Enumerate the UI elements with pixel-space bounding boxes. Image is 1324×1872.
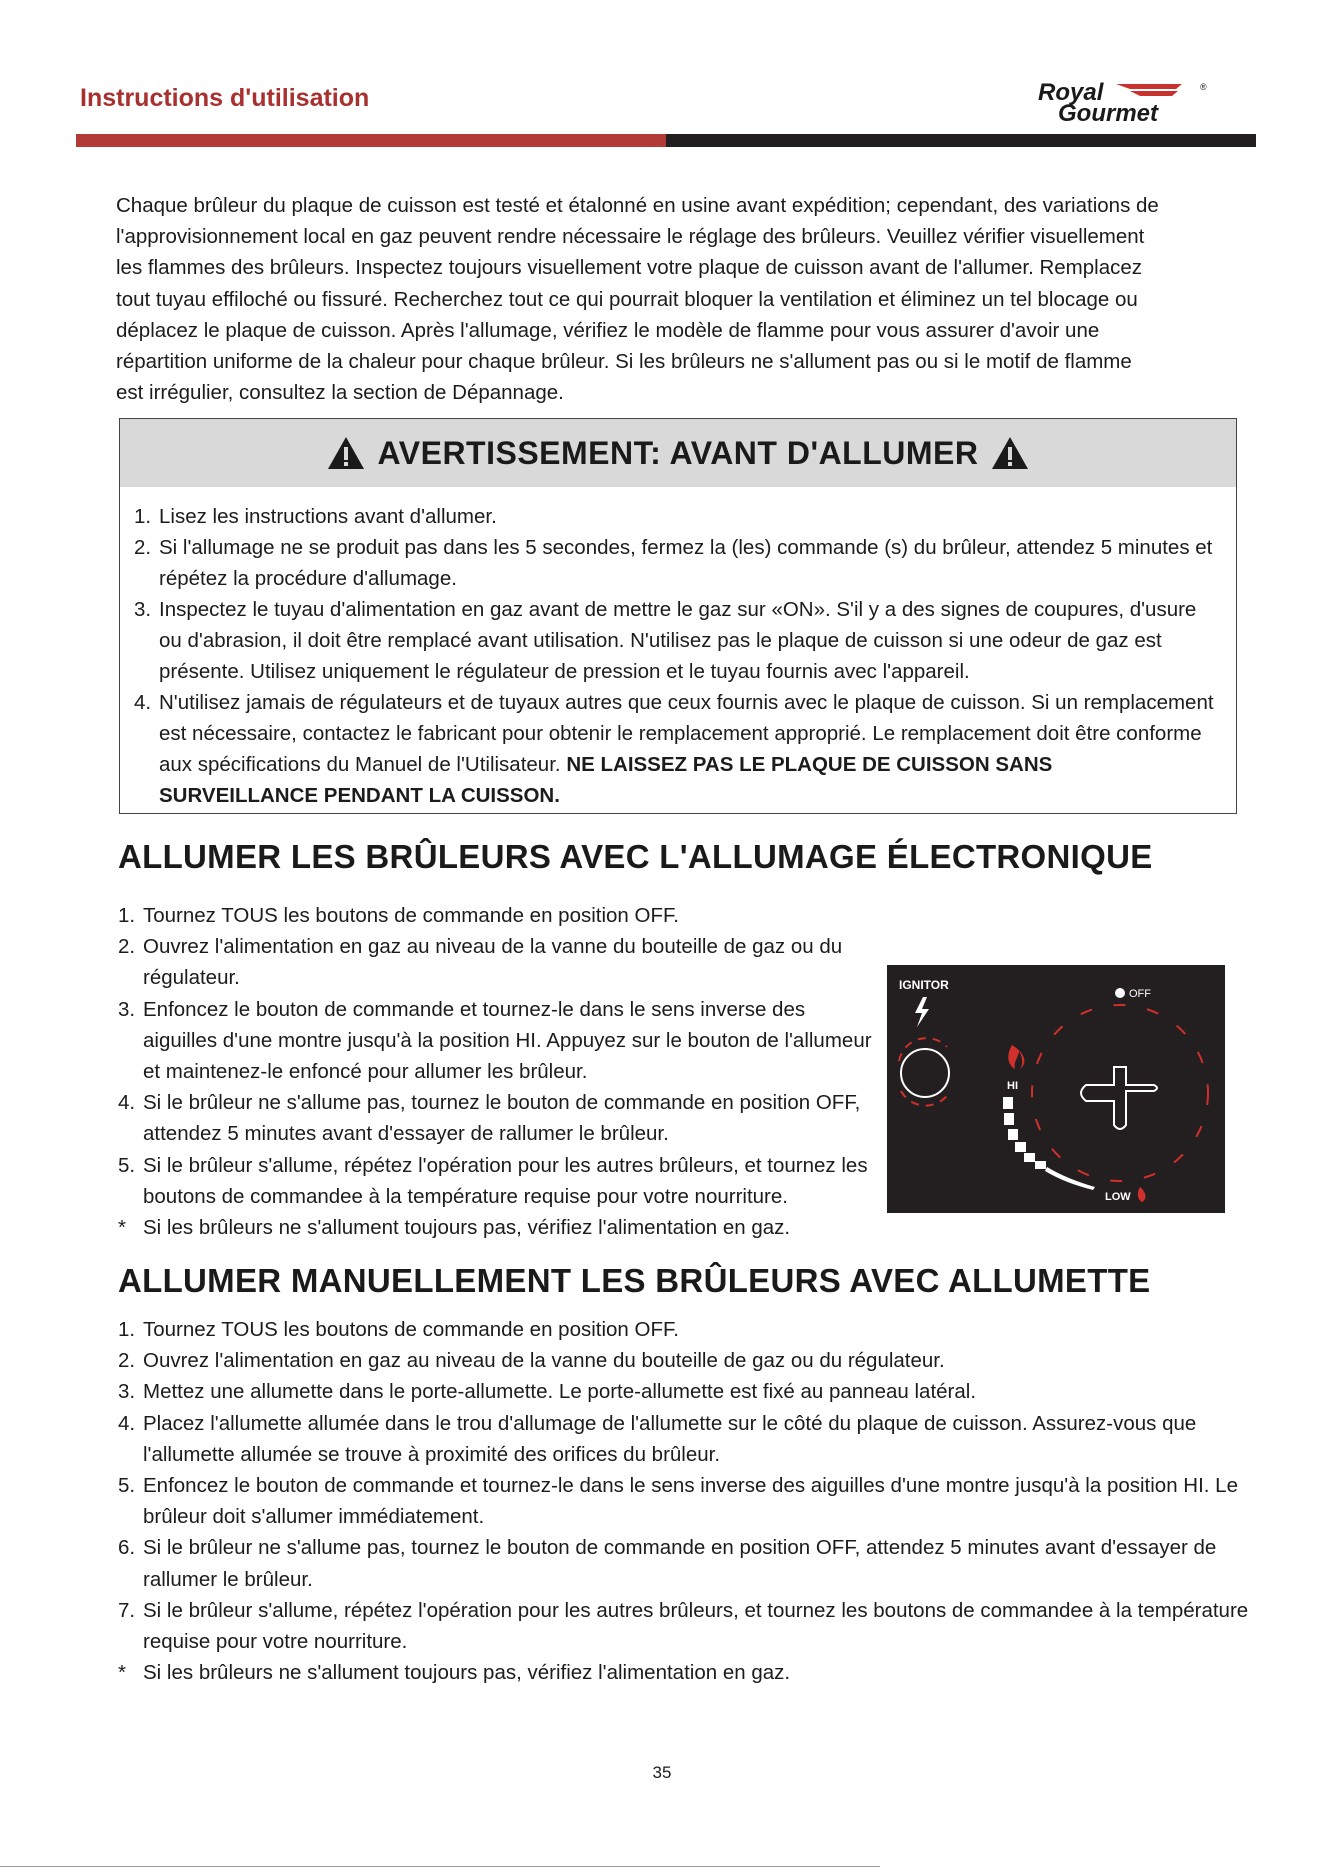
- item-text: [159, 687, 1216, 811]
- heat-level-mark: [1035, 1161, 1046, 1169]
- step-text: Tournez TOUS les boutons de commande en position OFF.: [143, 1318, 679, 1341]
- step-number: *: [118, 1216, 126, 1240]
- off-label: OFF: [1129, 988, 1151, 1000]
- control-panel-diagram: [887, 965, 1225, 1213]
- item-number: 4.: [134, 691, 152, 714]
- knob-icon: [1081, 1067, 1157, 1129]
- section-heading-electronic: ALLUMER LES BRÛLEURS AVEC L'ALLUMAGE ÉLECTRONIQUE: [118, 838, 1153, 875]
- step-text: Enfoncez le bouton de commande et tournez-le dans le sens inverse des aiguilles d'une montre jusqu'à la position HI. Le brûleur doit s'allumer immédiatement.: [143, 1474, 1238, 1529]
- intro-line: déplacez le plaque de cuisson. Après l'allumage, vérifiez le modèle de flamme pour vous assurer d'avoir une: [116, 318, 1100, 342]
- low-label: LOW: [1105, 1191, 1131, 1203]
- heat-level-mark: [1003, 1097, 1013, 1109]
- section-heading-match: ALLUMER MANUELLEMENT LES BRÛLEURS AVEC ALLUMETTE: [118, 1262, 1151, 1299]
- hi-flame-icon: [1008, 1045, 1024, 1069]
- heat-level-taper: [1045, 1167, 1095, 1190]
- step-number: 5.: [118, 1474, 136, 1498]
- step-item: [118, 1532, 1258, 1594]
- step-text: Si le brûleur s'allume, répétez l'opération pour les autres brûleurs, et tournez les boutons de commandee à la température requise pour votre nourriture.: [143, 1598, 1249, 1654]
- step-item: [118, 1376, 1258, 1407]
- step-text: Si le brûleur ne s'allume pas, tournez le bouton de commande en position OFF, attendez 5 minutes avant d'essayer de rallumer le brûleur.: [143, 1091, 861, 1146]
- intro-paragraph: [116, 190, 1246, 408]
- step-item: [118, 1314, 1258, 1345]
- brand-line1: Royal: [1038, 79, 1104, 106]
- item-number: 1.: [134, 505, 152, 528]
- hi-label: HI: [1007, 1080, 1018, 1092]
- header-rule-red: [76, 134, 666, 147]
- step-text: Si le brûleur s'allume, répétez l'opération pour les autres brûleurs, et tournez les boutons de commandee à la température requise pour votre nourriture.: [143, 1153, 868, 1208]
- item-text-regular: N'utilisez jamais de régulateurs et de tuyaux autres que ceux fournis avec le plaque de cuisson. Si un remplacement est nécessaire, contactez le fabricant pour obtenir le remplacement approprié. Le remplacement doit être conforme aux spécifications du Manuel de l'Utilisateur.: [159, 691, 1214, 776]
- step-item: [118, 931, 888, 993]
- low-flame-icon: [1138, 1187, 1146, 1202]
- step-number: 1.: [118, 1318, 136, 1341]
- item-number: 3.: [134, 598, 152, 621]
- match-steps-list: [118, 1314, 1258, 1688]
- step-number: 6.: [118, 1536, 136, 1560]
- warning-item: [134, 594, 1216, 687]
- step-item: [118, 1150, 888, 1212]
- step-note: [118, 1212, 888, 1243]
- heat-level-mark: [1008, 1129, 1018, 1140]
- ignitor-ring: [901, 1091, 949, 1106]
- step-text: Ouvrez l'alimentation en gaz au niveau de la vanne du bouteille de gaz ou du régulateur.: [143, 1349, 945, 1373]
- step-text: Si les brûleurs ne s'allument toujours pas, vérifiez l'alimentation en gaz.: [143, 1661, 791, 1685]
- step-number: 5.: [118, 1153, 136, 1177]
- step-number: 1.: [118, 904, 136, 927]
- step-item: [118, 900, 888, 931]
- warning-list: [120, 487, 1236, 811]
- step-number: 4.: [118, 1091, 136, 1115]
- heat-level-mark: [1024, 1153, 1035, 1162]
- warning-item: [134, 532, 1216, 594]
- step-note: [118, 1657, 1258, 1688]
- registered-mark: ®: [1200, 82, 1207, 92]
- page-header-title: Instructions d'utilisation: [80, 84, 370, 112]
- warning-triangle-icon: [326, 435, 366, 471]
- step-text: Placez l'allumette allumée dans le trou d'allumage de l'allumette sur le côté du plaque de cuisson. Assurez-vous que l'allumette allumée se trouve à proximité des orifices du brûleur.: [143, 1411, 1197, 1466]
- warning-item: [134, 501, 1216, 532]
- brand-logo: [1030, 78, 1230, 123]
- item-text: Si l'allumage ne se produit pas dans les 5 secondes, fermez la (les) commande (s) du brûleur, attendez 5 minutes et répétez la procédure d'allumage.: [159, 536, 1213, 590]
- step-text: Si les brûleurs ne s'allument toujours pas, vérifiez l'alimentation en gaz.: [143, 1216, 791, 1240]
- logo-flame-stripe-icon: [1130, 91, 1178, 96]
- heat-level-mark: [1015, 1142, 1026, 1152]
- intro-line: tout tuyau effiloché ou fissuré. Recherchez tout ce qui pourrait bloquer la ventilation et éliminez un tel blocage ou: [116, 287, 1138, 311]
- warning-triangle-icon: [990, 435, 1030, 471]
- step-item: [118, 1345, 1258, 1376]
- heat-level-mark: [1004, 1113, 1014, 1125]
- step-number: *: [118, 1661, 126, 1685]
- logo-flame-stripe-icon: [1116, 84, 1182, 89]
- step-item: [118, 1470, 1258, 1532]
- burner-ring: [1032, 1005, 1208, 1181]
- step-item: [118, 1087, 888, 1149]
- warning-item: [134, 687, 1216, 811]
- step-number: 2.: [118, 935, 136, 959]
- step-text: Ouvrez l'alimentation en gaz au niveau de la vanne du bouteille de gaz ou du régulateur.: [143, 935, 843, 990]
- step-text: Si le brûleur ne s'allume pas, tournez le bouton de commande en position OFF, attendez 5 minutes avant d'essayer de rallumer le brûleur.: [143, 1536, 1217, 1591]
- electronic-steps-list: [118, 900, 888, 1243]
- step-number: 7.: [118, 1598, 136, 1622]
- step-item: [118, 1408, 1258, 1470]
- step-number: 3.: [118, 997, 136, 1021]
- step-number: 3.: [118, 1380, 136, 1404]
- intro-line: répartition uniforme de la chaleur pour chaque brûleur. Si les brûleurs ne s'allument pas ou si le motif de flamme: [116, 350, 1132, 374]
- step-number: 2.: [118, 1349, 136, 1373]
- warning-title: AVERTISSEMENT: AVANT D'ALLUMER: [377, 434, 979, 471]
- intro-line: l'approvisionnement local en gaz peuvent rendre nécessaire le réglage des brûleurs. Veuillez vérifier visuellement: [116, 225, 1145, 249]
- intro-line: est irrégulier, consultez la section de Dépannage.: [116, 381, 564, 405]
- intro-line: les flammes des brûleurs. Inspectez toujours visuellement votre plaque de cuisson avant de l'allumer. Remplacez: [116, 256, 1143, 280]
- off-dot-icon: [1115, 988, 1125, 998]
- step-item: [118, 1595, 1258, 1657]
- step-text: Mettez une allumette dans le porte-allumette. Le porte-allumette est fixé au panneau latéral.: [143, 1380, 977, 1404]
- ignitor-button: [901, 1049, 949, 1097]
- footer-rule: [0, 1866, 880, 1867]
- brand-line2: Gourmet: [1058, 100, 1159, 123]
- item-number: 2.: [134, 536, 152, 559]
- item-text-bold: NE LAISSEZ PAS LE PLAQUE DE CUISSON SANS SURVEILLANCE PENDANT LA CUISSON.: [159, 753, 1053, 807]
- ignitor-label: IGNITOR: [899, 978, 949, 992]
- page-number: 35: [652, 1763, 672, 1782]
- intro-line: Chaque brûleur du plaque de cuisson est testé et étalonné en usine avant expédition; cependant, des variations de: [116, 194, 1159, 217]
- warning-header: [120, 419, 1236, 487]
- item-text: Inspectez le tuyau d'alimentation en gaz avant de mettre le gaz sur «ON». S'il y a des signes de coupures, d'usure ou d'abrasion, il doit être remplacé avant utilisation. N'utilisez pas le plaque de cuisson si une odeur de gaz est présente. Utilisez uniquement le régulateur de pression et le tuyau fournis avec l'appareil.: [159, 598, 1197, 683]
- header-rule-dark: [666, 134, 1256, 147]
- warning-box: [119, 418, 1237, 814]
- step-text: Tournez TOUS les boutons de commande en position OFF.: [143, 904, 679, 927]
- step-text: Enfoncez le bouton de commande et tournez-le dans le sens inverse des aiguilles d'une montre jusqu'à la position HI. Appuyez sur le bouton de l'allumeur et maintenez-le enfoncé pour allumer les brûleur.: [143, 997, 872, 1084]
- lightning-icon: [915, 997, 929, 1027]
- step-number: 4.: [118, 1411, 136, 1435]
- item-text: Lisez les instructions avant d'allumer.: [159, 505, 497, 528]
- step-item: [118, 994, 888, 1088]
